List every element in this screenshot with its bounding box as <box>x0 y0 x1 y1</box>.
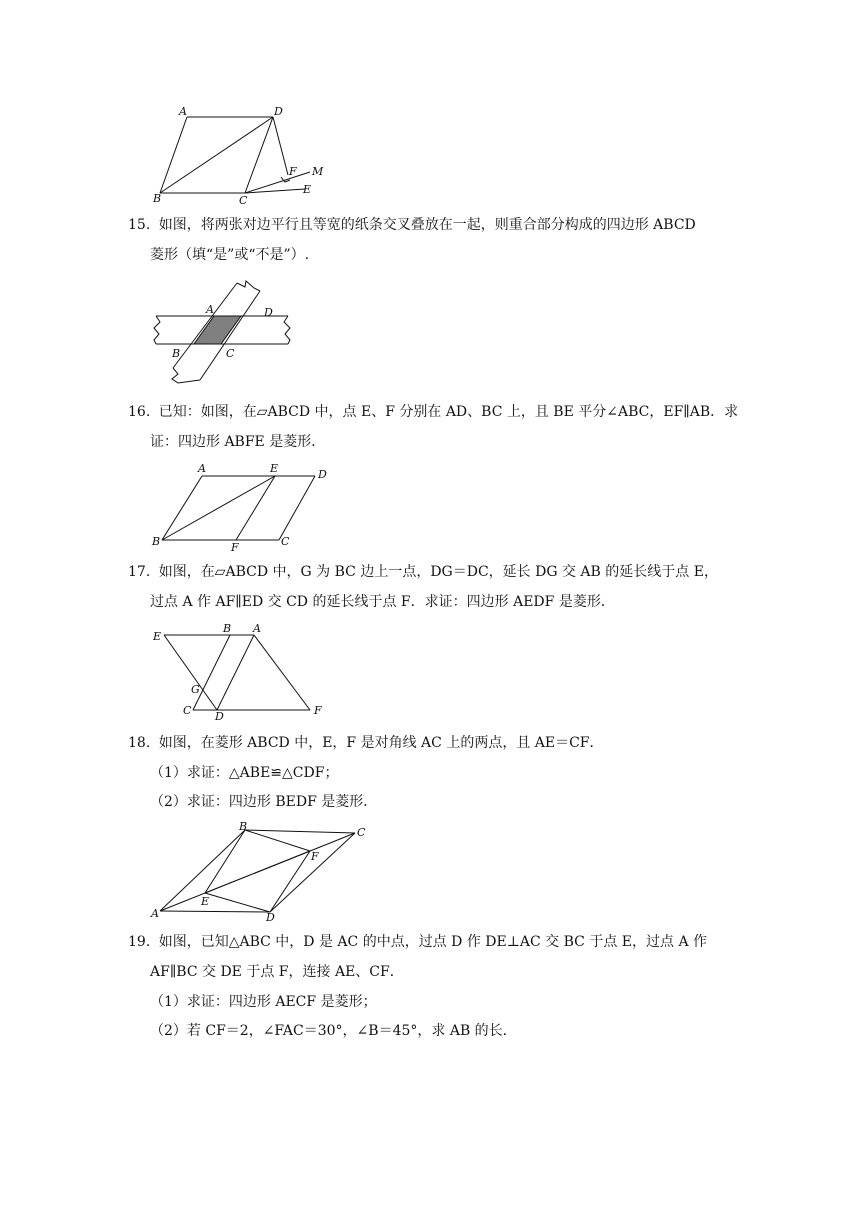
label-F: F <box>314 704 322 717</box>
q19-subquestion-1: （1）求证：四边形 AECF 是菱形； <box>150 994 377 1010</box>
q19-sub2 <box>150 1022 517 1040</box>
q16-number: 16. <box>128 404 151 420</box>
label-C: C <box>281 535 290 548</box>
q16-line2 <box>150 433 325 451</box>
q16-text-1: 已知：如图，在▱ABCD 中，点 E、F 分别在 AD、BC 上，且 BE 平分∠ABC，EF∥AB．求 <box>158 404 739 420</box>
q15-line1 <box>128 216 696 234</box>
label-F: F <box>289 165 297 178</box>
q16-line1 <box>128 403 738 421</box>
q19-line1 <box>128 933 707 951</box>
q18-text-1: 如图，在菱形 ABCD 中，E，F 是对角线 AC 上的两点，且 AE＝CF． <box>158 735 604 751</box>
q15-number: 15. <box>128 217 151 233</box>
label-B: B <box>152 535 161 548</box>
label-G: G <box>191 683 200 696</box>
q19-sub1 <box>150 993 377 1011</box>
q15-line2 <box>150 246 309 264</box>
label-D: D <box>274 105 283 118</box>
label-E: E <box>270 462 279 475</box>
label-C: C <box>239 194 248 207</box>
label-C: C <box>357 826 366 839</box>
q16-text-2: 证：四边形 ABFE 是菱形． <box>150 434 326 450</box>
label-D: D <box>264 306 273 319</box>
q18-subquestion-2: （2）求证：四边形 BEDF 是菱形． <box>150 794 378 810</box>
label-E: E <box>201 895 210 908</box>
label-B: B <box>172 347 181 360</box>
label-D: D <box>266 911 275 924</box>
figure-q14 <box>145 100 345 207</box>
q18-subquestion-1: （1）求证：△ABE≌△CDF； <box>150 765 339 781</box>
q18-sub1 <box>150 764 338 782</box>
label-E: E <box>153 630 162 643</box>
q18-number: 18. <box>128 735 151 751</box>
label-A: A <box>179 105 187 118</box>
label-B: B <box>153 192 162 205</box>
label-A: A <box>151 907 159 920</box>
q19-line2 <box>150 963 404 981</box>
label-E: E <box>303 183 312 196</box>
label-B: B <box>239 820 248 833</box>
label-D: D <box>318 468 327 481</box>
label-A: A <box>206 303 214 316</box>
q15-text-1: 如图，将两张对边平行且等宽的纸条交叉叠放在一起，则重合部分构成的四边形 ABCD <box>158 217 696 233</box>
figure-q16 <box>150 460 340 555</box>
q15-text-2: 菱形（填“是”或“不是”）. <box>150 247 310 263</box>
q17-line2 <box>150 593 615 611</box>
label-A: A <box>253 622 261 635</box>
label-C: C <box>183 704 192 717</box>
label-M: M <box>312 165 324 178</box>
figure-q17 <box>150 620 335 725</box>
q17-line1 <box>128 563 718 581</box>
label-A: A <box>198 462 206 475</box>
figure-q18 <box>145 820 375 925</box>
figure-q15 <box>150 276 300 391</box>
label-F: F <box>231 541 239 554</box>
label-C: C <box>226 347 235 360</box>
q17-text-1: 如图，在▱ABCD 中，G 为 BC 边上一点，DG＝DC，延长 DG 交 AB 的延长线于点 E， <box>158 564 718 580</box>
q17-number: 17. <box>128 564 151 580</box>
q19-subquestion-2: （2）若 CF＝2，∠FAC＝30°，∠B＝45°，求 AB 的长． <box>150 1023 517 1039</box>
q19-text-2: AF∥BC 交 DE 于点 F，连接 AE、CF． <box>150 964 404 980</box>
q19-text-1: 如图，已知△ABC 中，D 是 AC 的中点，过点 D 作 DE⊥AC 交 BC 于点 E，过点 A 作 <box>158 934 708 950</box>
label-B: B <box>223 622 232 635</box>
q17-text-2: 过点 A 作 AF∥ED 交 CD 的延长线于点 F．求证：四边形 AEDF 是菱形． <box>150 594 615 610</box>
q19-number: 19. <box>128 934 151 950</box>
q18-sub2 <box>150 793 377 811</box>
label-F: F <box>311 850 319 863</box>
q18-line1 <box>128 734 604 752</box>
label-D: D <box>215 710 224 723</box>
